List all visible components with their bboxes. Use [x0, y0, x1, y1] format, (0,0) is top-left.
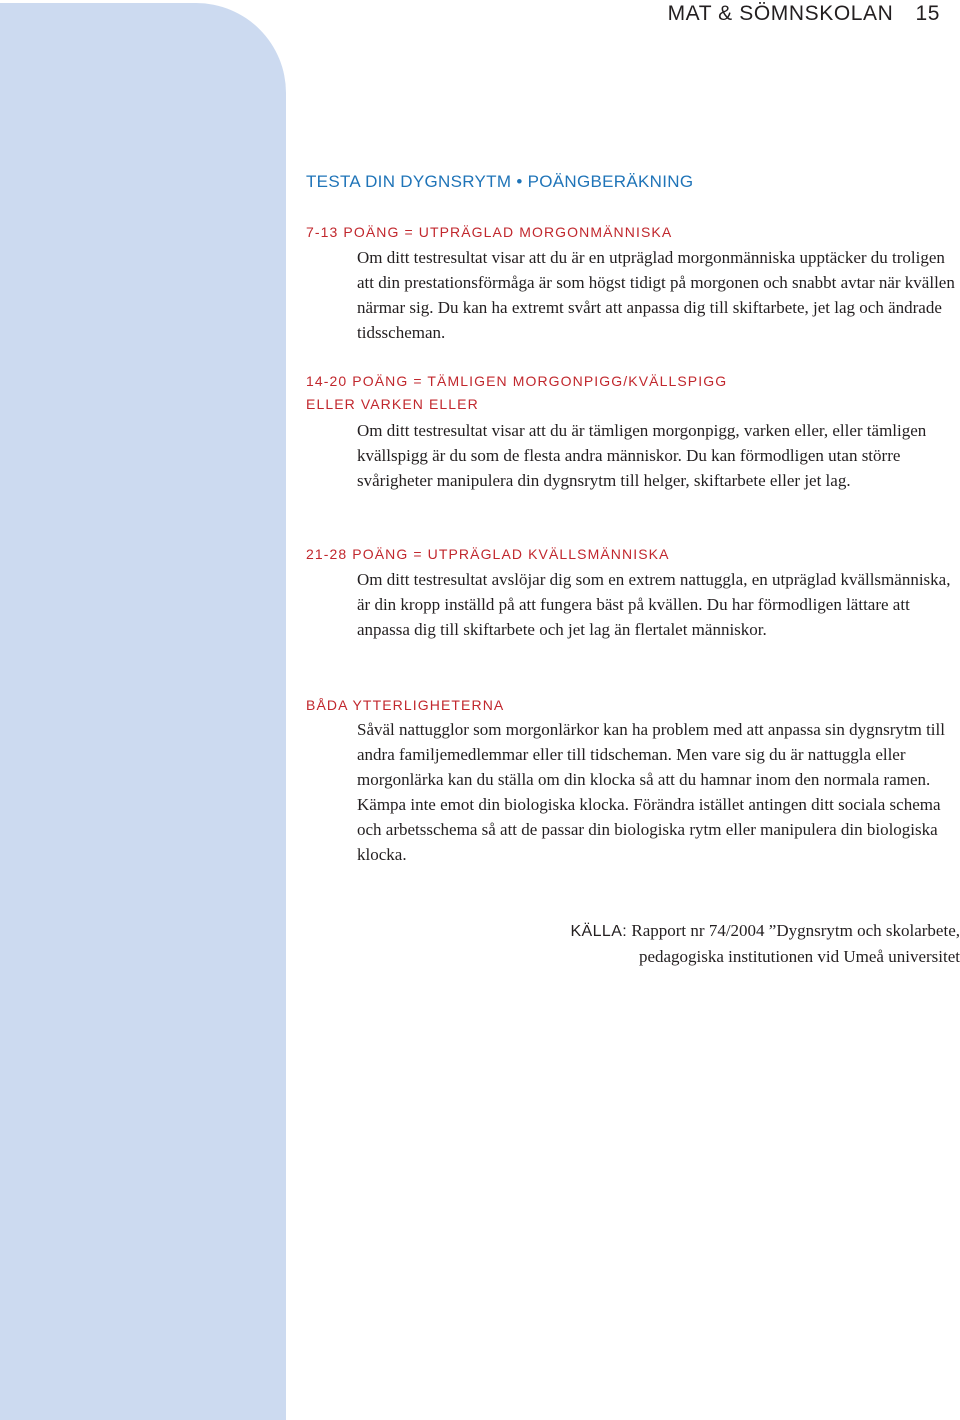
result-block-evening: [306, 543, 960, 642]
result-text: Om ditt testresultat visar att du är tämligen morgonpigg, varken eller, eller tämligen kvällspigg är du som de flesta andra människor. Du kan förmodligen utan större svårigheter manipulera din dygnsrytm till helger, skiftarbete eller jet lag.: [357, 421, 927, 490]
source-citation: [570, 918, 960, 969]
result-heading: 21-28 POÄNG = UTPRÄGLAD KVÄLLSMÄNNISKA: [306, 546, 670, 562]
header-title: MAT & SÖMNSKOLAN: [667, 2, 894, 25]
result-heading-line-1: 14-20 POÄNG = TÄMLIGEN MORGONPIGG/KVÄLLSPIGG: [306, 373, 728, 389]
section-title: TESTA DIN DYGNSRYTM • POÄNGBERÄKNING: [306, 172, 694, 191]
result-text: Om ditt testresultat visar att du är en utpräglad morgonmänniska upptäcker du troligen att din prestationsförmåga är som högst tidigt på morgonen och snabbt avtar när kvällen närmar sig. Du kan ha extremt svårt att anpassa dig till skiftarbete, jet lag och ändrade tidsscheman.: [357, 248, 955, 342]
page-number: 15: [915, 2, 940, 25]
result-heading-line-2: ELLER VARKEN ELLER: [306, 396, 479, 412]
result-block-extremes: [306, 694, 960, 867]
source-label: KÄLLA:: [570, 923, 628, 940]
result-block-intermediate: [306, 370, 960, 493]
result-block-morning: [306, 221, 960, 345]
running-header: [668, 2, 940, 26]
source-text-line-1: Rapport nr 74/2004 ”Dygnsrytm och skolarbete,: [631, 921, 960, 940]
result-heading: BÅDA YTTERLIGHETERNA: [306, 697, 505, 713]
result-text: Såväl nattugglor som morgonlärkor kan ha problem med att anpassa sin dygnsrytm till andra familjemedlemmar eller till tidscheman. Men vare sig du är nattuggla eller morgonlärka kan du ställa om din klocka så att du hamnar inom den normala ramen. Kämpa inte emot din biologiska klocka. Förändra istället antingen ditt sociala schema och arbetsschema så att de passar din biologiska rytm eller manipulera din biologiska klocka.: [357, 720, 945, 864]
result-text: Om ditt testresultat avslöjar dig som en extrem nattuggla, en utpräglad kvällsmänniska, är din kropp inställd på att fungera bäst på kvällen. Du har förmodligen lättare att anpassa dig till skiftarbete och jet lag än flertalet människor.: [357, 570, 951, 639]
source-line-2: [570, 944, 960, 969]
result-heading: 7-13 POÄNG = UTPRÄGLAD MORGONMÄNNISKA: [306, 224, 673, 240]
side-panel-background: [0, 3, 286, 1420]
source-line-1: [570, 918, 960, 944]
source-text-line-2: pedagogiska institutionen vid Umeå universitet: [638, 947, 960, 966]
